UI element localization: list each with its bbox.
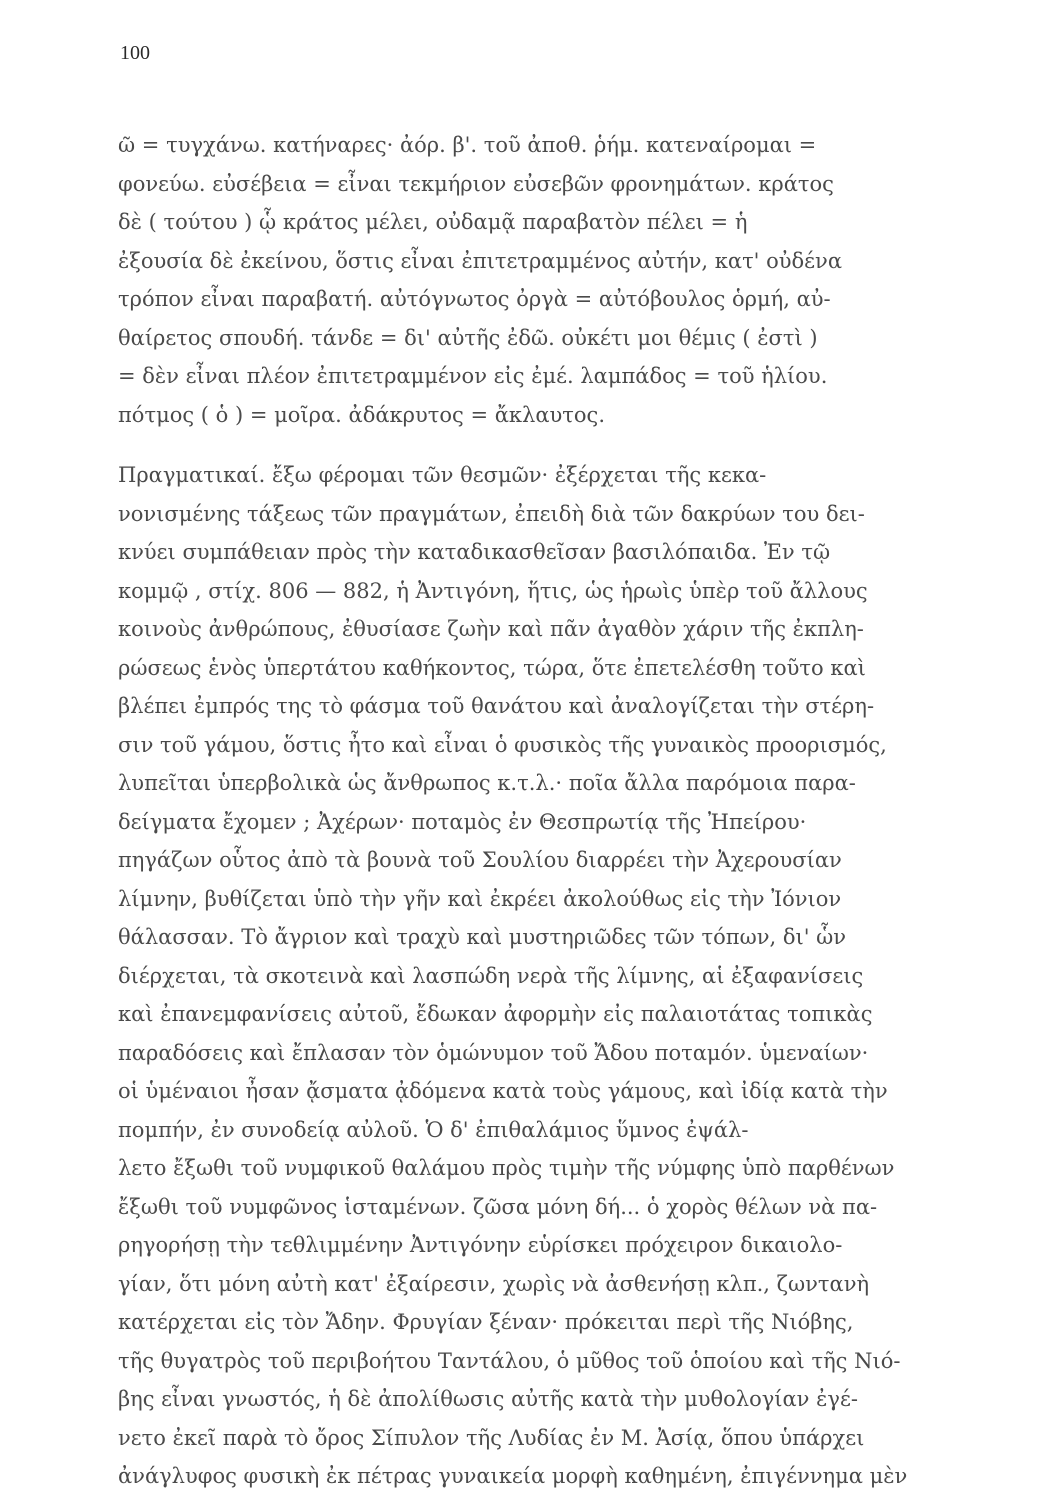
text-line: δὲ ( τούτου ) ᾧ κράτος μέλει, οὐδαμᾷ παραβατὸν πέλει = ἡ bbox=[118, 210, 748, 234]
text-line: καὶ ἐπανεμφανίσεις αὐτοῦ, ἔδωκαν ἀφορμὴν εἰς παλαιοτάτας τοπικὰς bbox=[118, 1002, 873, 1026]
text-line: λετο ἔξωθι τοῦ νυμφικοῦ θαλάμου πρὸς τιμὴν τῆς νύμφης ὑπὸ παρθένων bbox=[118, 1156, 895, 1180]
text-line: ἔξωθι τοῦ νυμφῶνος ἱσταμένων. ζῶσα μόνη δή... ὁ χορὸς θέλων νὰ πα- bbox=[118, 1194, 878, 1219]
commentary-paragraph bbox=[118, 456, 1010, 1496]
text-line: δείγματα ἔχομεν ; Ἀχέρων· ποταμὸς ἐν Θεσπρωτίᾳ τῆς Ἠπείρου· bbox=[118, 809, 807, 834]
text-line: βλέπει ἐμπρός της τὸ φάσμα τοῦ θανάτου καὶ ἀναλογίζεται τὴν στέρη- bbox=[118, 694, 875, 718]
text-line: παραδόσεις καὶ ἔπλασαν τὸν ὁμώνυμον τοῦ Ἄδου ποταμόν. ὑμεναίων· bbox=[118, 1040, 869, 1065]
text-line: πότμος ( ὁ ) = μοῖρα. ἀδάκρυτος = ἄκλαυτος. bbox=[118, 402, 605, 427]
text-line: λίμνην, βυθίζεται ὑπὸ τὴν γῆν καὶ ἐκρέει ἀκολούθως εἰς τὴν Ἰόνιον bbox=[118, 886, 842, 911]
text-line: πομπήν, ἐν συνοδείᾳ αὐλοῦ. Ὁ δ' ἐπιθαλάμιος ὕμνος ἐψάλ- bbox=[118, 1117, 749, 1142]
text-line: κατέρχεται εἰς τὸν Ἄδην. Φρυγίαν ξέναν· πρόκειται περὶ τῆς Νιόβης, bbox=[118, 1310, 854, 1334]
text-line: θαίρετος σπουδή. τάνδε = δι' αὐτῆς ἐδῶ. οὐκέτι μοι θέμις ( ἐστὶ ) bbox=[118, 325, 818, 350]
text-line: γίαν, ὅτι μόνη αὐτὴ κατ' ἐξαίρεσιν, χωρὶς νὰ ἀσθενήσῃ κλπ., ζωντανὴ bbox=[118, 1271, 870, 1296]
text-line: τρόπον εἶναι παραβατή. αὐτόγνωτος ὀργὰ = αὐτόβουλος ὁρμή, αὐ- bbox=[118, 287, 831, 311]
text-line: ἀνάγλυφος φυσικὴ ἐκ πέτρας γυναικεία μορφὴ καθημένη, ἐπιγέννημα μὲν bbox=[118, 1464, 908, 1488]
text-line: τῆς θυγατρὸς τοῦ περιβοήτου Ταντάλου, ὁ μῦθος τοῦ ὁποίου καὶ τῆς Νιό- bbox=[118, 1348, 901, 1373]
text-line: ρώσεως ἑνὸς ὑπερτάτου καθήκοντος, τώρα, ὅτε ἐπετελέσθη τοῦτο καὶ bbox=[118, 655, 866, 680]
text-line: = δὲν εἶναι πλέον ἐπιτετραμμένον εἰς ἐμέ. λαμπάδος = τοῦ ἡλίου. bbox=[118, 364, 828, 388]
text-line: κομμῷ , στίχ. 806 — 882, ἡ Ἀντιγόνη, ἥτις, ὡς ἡρωὶς ὑπὲρ τοῦ ἄλλους bbox=[118, 578, 868, 603]
text-line: νετο ἐκεῖ παρὰ τὸ ὄρος Σίπυλον τῆς Λυδίας ἐν Μ. Ἀσίᾳ, ὅπου ὑπάρχει bbox=[118, 1425, 865, 1450]
text-line: λυπεῖται ὑπερβολικὰ ὡς ἄνθρωπος κ.τ.λ.· ποῖα ἄλλα παρόμοια παρα- bbox=[118, 771, 856, 795]
text-line: θάλασσαν. Τὸ ἄγριον καὶ τραχὺ καὶ μυστηριῶδες τῶν τόπων, δι' ὧν bbox=[118, 925, 847, 949]
text-line: σιν τοῦ γάμου, ὅστις ἦτο καὶ εἶναι ὁ φυσικὸς τῆς γυναικὸς προορισμός, bbox=[118, 732, 887, 757]
glossary-paragraph bbox=[118, 126, 1010, 434]
text-line: κοινοὺς ἀνθρώπους, ἐθυσίασε ζωὴν καὶ πᾶν ἀγαθὸν χάριν τῆς ἐκπλη- bbox=[118, 617, 864, 641]
text-line: νονισμένης τάξεως τῶν πραγμάτων, ἐπειδὴ διὰ τῶν δακρύων του δει- bbox=[118, 501, 865, 526]
text-line: ρηγορήσῃ τὴν τεθλιμμένην Ἀντιγόνην εὑρίσκει πρόχειρον δικαιολο- bbox=[118, 1233, 843, 1257]
text-line: οἱ ὑμέναιοι ἦσαν ᾄσματα ᾀδόμενα κατὰ τοὺς γάμους, καὶ ἰδίᾳ κατὰ τὴν bbox=[118, 1079, 888, 1103]
text-line: Πραγματικαί. ἔξω φέρομαι τῶν θεσμῶν· ἐξέρχεται τῆς κεκα- bbox=[118, 463, 767, 487]
text-line: κνύει συμπάθειαν πρὸς τὴν καταδικασθεῖσαν βασιλόπαιδα. Ἐν τῷ bbox=[118, 540, 831, 564]
text-line: διέρχεται, τὰ σκοτεινὰ καὶ λασπώδη νερὰ τῆς λίμνης, αἱ ἐξαφανίσεις bbox=[118, 963, 864, 988]
text-line: βης εἶναι γνωστός, ἡ δὲ ἀπολίθωσις αὐτῆς κατὰ τὴν μυθολογίαν ἐγέ- bbox=[118, 1387, 858, 1411]
text-line: ἐξουσία δὲ ἐκείνου, ὅστις εἶναι ἐπιτετραμμένος αὐτήν, κατ' οὐδένα bbox=[118, 248, 843, 273]
text-line: φονεύω. εὐσέβεια = εἶναι τεκμήριον εὐσεβῶν φρονημάτων. κράτος bbox=[118, 171, 834, 196]
text-line: ῶ = τυγχάνω. κατήναρες· ἀόρ. β'. τοῦ ἀποθ. ῥήμ. κατεναίρομαι = bbox=[118, 133, 817, 157]
text-line: πηγάζων οὗτος ἀπὸ τὰ βουνὰ τοῦ Σουλίου διαρρέει τὴν Ἀχερουσίαν bbox=[118, 848, 842, 872]
page-number: 100 bbox=[120, 42, 150, 64]
